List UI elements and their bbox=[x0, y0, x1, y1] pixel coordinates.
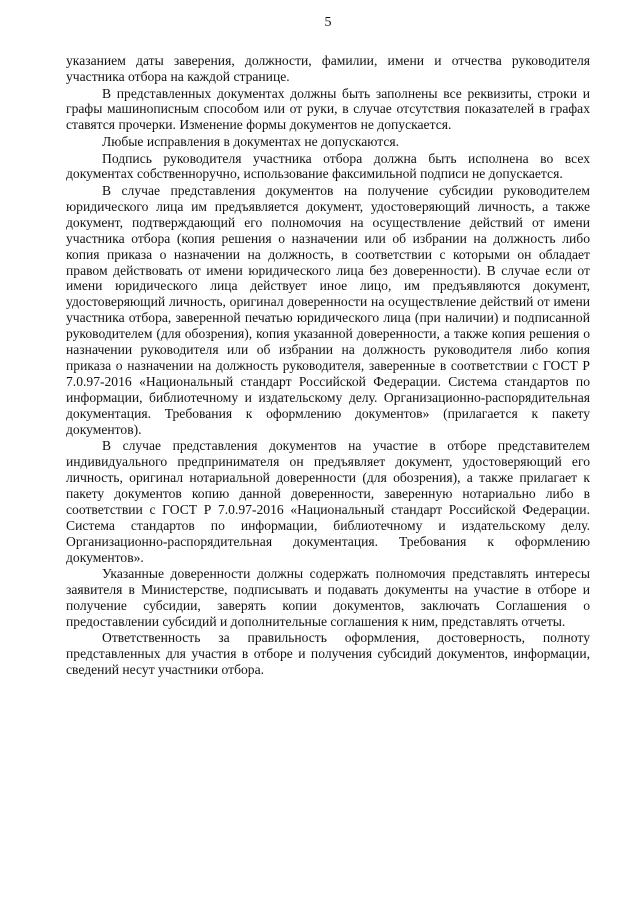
page-number: 5 bbox=[324, 15, 332, 30]
paragraph-corrections: Любые исправления в документах не допускаются. bbox=[102, 133, 400, 149]
paragraph-responsibility: Ответственность за правильность оформления, достоверность, полноту представленных для участия в отборе и получения субсидий документов, информации, сведений несут участники отбора. bbox=[66, 630, 590, 678]
paragraph-signature: Подпись руководителя участника отбора должна быть исполнена во всех документах собственноручно, использование факсимильной подписи не допускается. bbox=[66, 150, 590, 182]
document-body bbox=[66, 53, 590, 678]
paragraph-continuation: указанием даты заверения, должности, фамилии, имени и отчества руководителя участника отбора на каждой странице. bbox=[66, 53, 590, 84]
paragraph-power-of-attorney: Указанные доверенности должны содержать полномочия представлять интересы заявителя в Министерстве, подписывать и подавать документы на участие в отборе и получение субсидии, заверять копии документов, заключать Соглашения о предоставлении субсидий и дополнительные соглашения к ним, представлять отчеты. bbox=[66, 566, 590, 629]
paragraph-entrepreneur: В случае представления документов на участие в отборе представителем индивидуального предпринимателя он предъявляет документ, удостоверяющий его личность, оригинал нотариальной доверенности (для обозрения), а также прилагает к пакету документов копию данной доверенности, заверенную нотариально либо в соответствии с ГОСТ Р 7.0.97-2016 «Национальный стандарт Российской Федерации. Система стандартов по информации, библиотечному и издательскому делу. Организационно-распорядительная документация. Требования к оформлению документов». bbox=[66, 438, 590, 565]
paragraph-legal-entity: В случае представления документов на получение субсидии руководителем юридического лица им предъявляется документ, удостоверяющий личность, а также документ, подтверждающий его полномочия на осуществление действий от имени участника отбора (копия решения о назначении или об избрании на должность либо копия приказа о назначении на должность, в соответствии с которыми он обладает правом действовать от имени юридического лица без доверенности). В случае если от имени юридического лица действует иное лицо, им предъявляются документ, удостоверяющий личность, оригинал доверенности на осуществление действий от имени участника отбора, заверенной печатью юридического лица (при наличии) и подписанной руководителем (для обозрения), копия указанной доверенности, а также копия решения о назначении руководителя или об избрании на должность руководителя либо копия приказа о назначении на должность руководителя, заверенные в соответствии с ГОСТ Р 7.0.97-2016 «Национальный стандарт Российской Федерации. Система стандартов по информации, библиотечному и издательскому делу. Организационно-распорядительная документация. Требования к оформлению документов» (прилагается к пакету документов). bbox=[66, 183, 590, 437]
paragraph-requisites: В представленных документах должны быть заполнены все реквизиты, строки и графы машинописным способом или от руки, в случае отсутствия показателей в графах ставятся прочерки. Изменение формы документов не допускается. bbox=[66, 85, 590, 133]
